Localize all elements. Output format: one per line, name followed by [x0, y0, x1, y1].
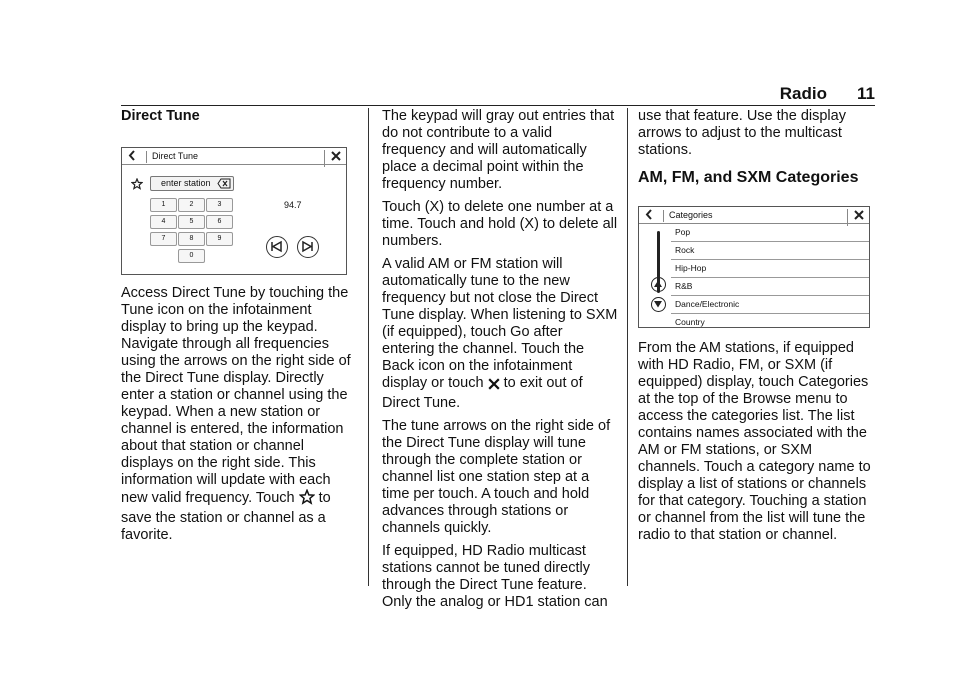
hd-radio-paragraph: If equipped, HD Radio multicast stations cannot be tuned directly through the Direct Tune feature. Only the analog or HD1 station can: [382, 543, 608, 610]
key-1[interactable]: 1: [150, 198, 177, 212]
enter-station-label: enter station: [161, 178, 211, 188]
screen-topbar: [122, 148, 346, 165]
key-0[interactable]: 0: [178, 249, 205, 263]
categories-topbar: [639, 207, 869, 224]
key-3[interactable]: 3: [206, 198, 233, 212]
categories-heading: AM, FM, and SXM Categories: [638, 169, 859, 186]
star-icon: [299, 489, 315, 510]
backspace-icon[interactable]: [217, 178, 231, 193]
key-5[interactable]: 5: [178, 215, 205, 229]
key-7[interactable]: 7: [150, 232, 177, 246]
category-item-rnb[interactable]: R&B: [671, 278, 869, 296]
direct-tune-screen: [121, 147, 347, 275]
category-item-rock[interactable]: Rock: [671, 242, 869, 260]
close-x-icon: [488, 378, 500, 395]
frequency-readout: 94.7: [284, 200, 302, 210]
categories-title: Categories: [663, 210, 713, 222]
category-item-pop[interactable]: Pop: [671, 224, 869, 242]
para1-text-b: to save the station or channel as a favorite.: [121, 490, 331, 543]
page-number: 11: [857, 84, 875, 103]
page-header: [121, 84, 875, 106]
column-divider-1: [368, 108, 369, 586]
scroll-up-icon[interactable]: [651, 277, 666, 292]
key-6[interactable]: 6: [206, 215, 233, 229]
tune-arrows-paragraph: The tune arrows on the right side of the Direct Tune display will tune through the complete station or channel list one station step at a time per touch. A touch and hold advances through stations or channels quickly.: [382, 418, 611, 536]
category-item-hip-hop[interactable]: Hip-Hop: [671, 260, 869, 278]
column-3: [638, 108, 878, 550]
scroll-down-icon[interactable]: [651, 297, 666, 312]
back-arrow-icon[interactable]: [128, 150, 136, 167]
categories-screen: [638, 206, 870, 328]
p3-text-a: A valid AM or FM station will automatically tune to the new frequency but not close the Direct Tune display. When listening to SXM (if equipped), touch Go after entering the channel. Touch the Back icon on the infotainment display or touch: [382, 256, 618, 391]
direct-tune-heading: Direct Tune: [121, 108, 200, 124]
key-4[interactable]: 4: [150, 215, 177, 229]
category-item-dance-electronic[interactable]: Dance/Electronic: [671, 296, 869, 314]
favorite-star-icon[interactable]: [131, 178, 143, 195]
key-2[interactable]: 2: [178, 198, 205, 212]
direct-tune-paragraph: [121, 285, 353, 544]
column-2: [382, 108, 618, 617]
section-title: Radio: [779, 84, 827, 103]
enter-station-field[interactable]: [150, 176, 234, 191]
key-8[interactable]: 8: [178, 232, 205, 246]
back-arrow-icon[interactable]: [645, 209, 653, 226]
valid-station-paragraph: [382, 256, 618, 412]
close-icon[interactable]: [324, 150, 341, 167]
seek-forward-button[interactable]: [297, 236, 319, 258]
delete-paragraph: Touch (X) to delete one number at a time. Touch and hold (X) to delete all numbers.: [382, 199, 618, 249]
column-divider-2: [627, 108, 628, 586]
multicast-paragraph: use that feature. Use the display arrows to adjust to the multicast stations.: [638, 108, 846, 158]
column-1: [121, 108, 353, 550]
category-item-country[interactable]: Country: [675, 317, 705, 327]
key-9[interactable]: 9: [206, 232, 233, 246]
keypad-paragraph: The keypad will gray out entries that do not contribute to a valid frequency and will automatically place a decimal point within the frequency number.: [382, 108, 615, 192]
para1-text-a: Access Direct Tune by touching the Tune icon on the infotainment display to bring up the keypad. Navigate through all frequencies using the arrows on the right side of the Direct Tune display. Directly enter a station or channel using the keypad. When a new station or channel is entered, the information about that station or channel displays on the right side. This information will update with each new valid frequency. Touch: [121, 285, 351, 506]
p3-text-b: to exit out of Direct Tune.: [382, 375, 583, 411]
seek-back-button[interactable]: [266, 236, 288, 258]
categories-paragraph: From the AM stations, if equipped with HD Radio, FM, or SXM (if equipped) display, touch Categories at the top of the Browse menu to access the categories list. The list contains names associated with the AM or FM stations, or SXM channels. Touch a category name to display a list of stations or channels for that category. Touching a station or channel from the list will tune the radio to that station or channel.: [638, 340, 871, 543]
screen-title: Direct Tune: [146, 151, 198, 163]
